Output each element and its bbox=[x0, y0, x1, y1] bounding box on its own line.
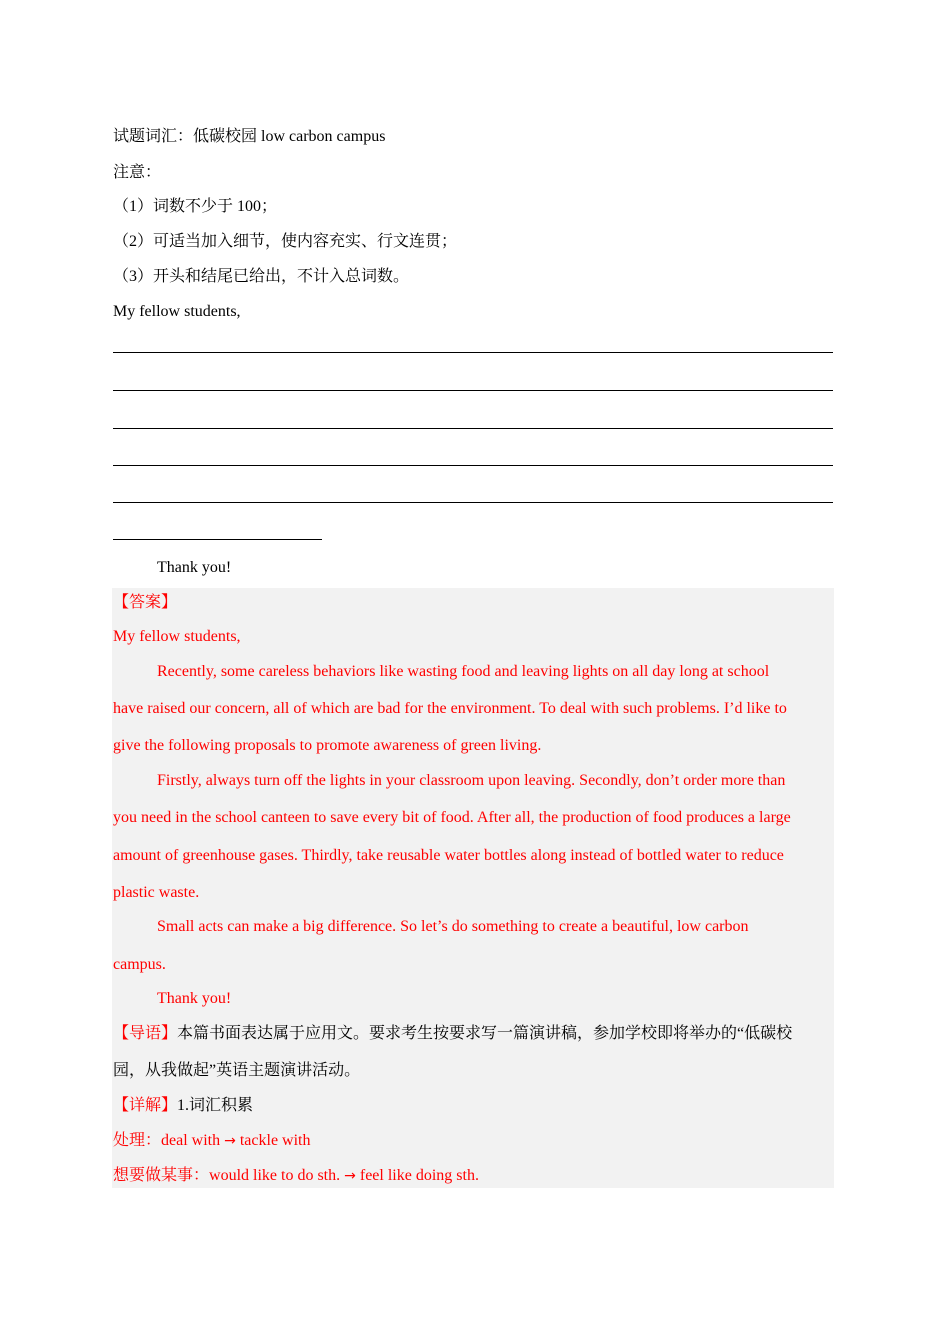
detail-heading: 1.词汇积累 bbox=[177, 1097, 254, 1114]
answer-paragraph-3-line: campus. bbox=[113, 956, 166, 973]
vocab-item bbox=[113, 1166, 479, 1186]
vocab-term: low carbon campus bbox=[261, 128, 386, 145]
answer-paragraph-3-line: Small acts can make a big difference. So let’s do something to create a beautiful, low carbon bbox=[157, 918, 749, 935]
guide-text: 本篇书面表达属于应用文。要求考生按要求写一篇演讲稿，参加学校即将举办的“低碳校 bbox=[177, 1025, 793, 1042]
note-item: （2）可适当加入细节，使内容充实、行文连贯； bbox=[113, 233, 458, 250]
answer-paragraph-2-line: Firstly, always turn off the lights in your classroom upon leaving. Secondly, don’t order more than bbox=[157, 772, 786, 789]
vocab-line bbox=[113, 127, 385, 147]
writing-line bbox=[113, 502, 833, 503]
answer-paragraph-2-line: plastic waste. bbox=[113, 884, 200, 901]
detail-label: 【详解】 bbox=[113, 1097, 178, 1114]
letter-greeting: My fellow students, bbox=[113, 303, 241, 320]
guide-line bbox=[113, 1024, 792, 1044]
right-arrow-icon: → bbox=[224, 1133, 236, 1149]
vocab-item-meaning: 处理： bbox=[113, 1132, 162, 1149]
answer-paragraph-2-line: amount of greenhouse gases. Thirdly, take reusable water bottles along instead of bottled water to reduce bbox=[113, 847, 784, 864]
answer-greeting: My fellow students, bbox=[113, 628, 241, 645]
answer-paragraph-1-line: Recently, some careless behaviors like wasting food and leaving lights on all day long at school bbox=[157, 663, 770, 680]
vocab-item-meaning: 想要做某事： bbox=[113, 1167, 210, 1184]
answer-label: 【答案】 bbox=[113, 594, 178, 611]
answer-closing: Thank you! bbox=[157, 990, 232, 1007]
answer-paragraph-1-line: give the following proposals to promote awareness of green living. bbox=[113, 737, 542, 754]
notes-label: 注意： bbox=[113, 164, 162, 181]
vocab-item-from: deal with bbox=[161, 1132, 221, 1149]
guide-label: 【导语】 bbox=[113, 1025, 178, 1042]
detail-line bbox=[113, 1096, 253, 1116]
right-arrow-icon: → bbox=[344, 1168, 356, 1184]
writing-line bbox=[113, 465, 833, 466]
guide-text-continued: 园，从我做起”英语主题演讲活动。 bbox=[113, 1062, 361, 1079]
vocab-item-to: feel like doing sth. bbox=[359, 1167, 479, 1184]
note-item: （1）词数不少于 100； bbox=[113, 198, 278, 215]
vocab-item bbox=[113, 1131, 310, 1151]
writing-line bbox=[113, 352, 833, 353]
vocab-label: 试题词汇：低碳校园 bbox=[113, 128, 258, 145]
answer-paragraph-2-line: you need in the school canteen to save every bit of food. After all, the production of food produces a large bbox=[113, 809, 791, 826]
writing-line-short bbox=[113, 539, 322, 540]
writing-line bbox=[113, 428, 833, 429]
note-item: （3）开头和结尾已给出，不计入总词数。 bbox=[113, 268, 410, 285]
vocab-item-from: would like to do sth. bbox=[209, 1167, 341, 1184]
answer-paragraph-1-line: have raised our concern, all of which are bad for the environment. To deal with such problems. I’d like to bbox=[113, 700, 787, 717]
letter-closing: Thank you! bbox=[157, 559, 232, 576]
writing-line bbox=[113, 390, 833, 391]
vocab-item-to: tackle with bbox=[239, 1132, 311, 1149]
